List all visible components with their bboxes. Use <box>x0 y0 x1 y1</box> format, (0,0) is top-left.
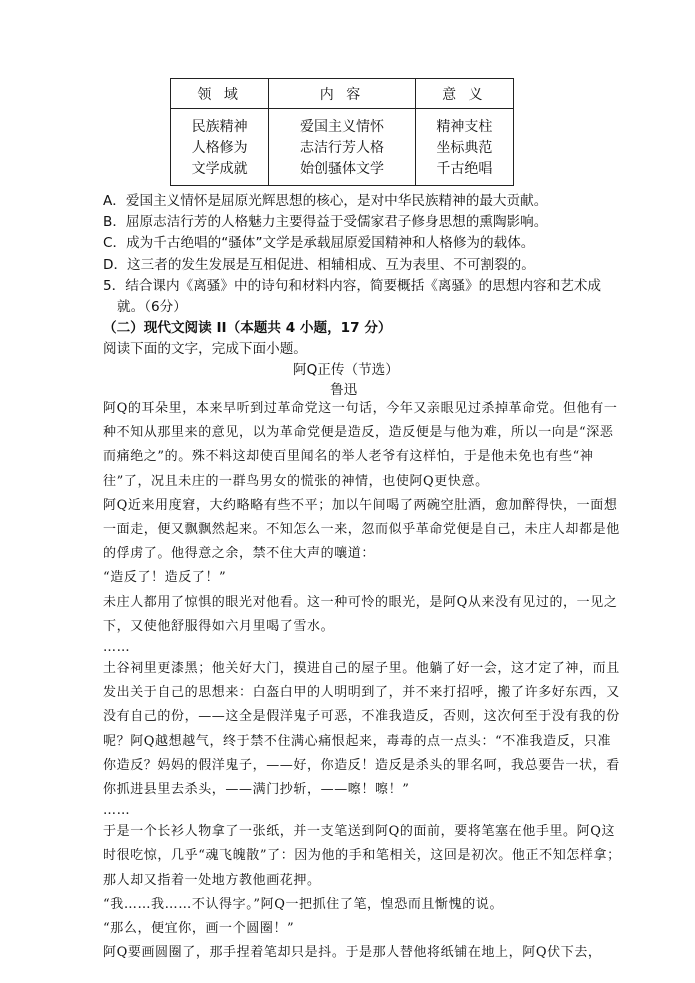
section-heading: （二）现代文阅读 II（本题共 4 小题，17 分） <box>103 320 392 336</box>
article-paragraph: 未庄人都用了惊惧的眼光对他看。这一种可怜的眼光，是阿Q从来没有见过的，一见之下，又使他舒服得如六月里喝了雪水。 <box>103 594 618 634</box>
article-author: 鲁迅 <box>330 382 358 398</box>
table-cell-meaning <box>415 109 513 186</box>
cell-text: 千古绝唱 <box>436 161 493 177</box>
cell-text: 志洁行芳人格 <box>299 140 384 156</box>
cell-text: 人格修为 <box>191 140 248 156</box>
cell-text: 爱国主义情怀 <box>299 119 384 135</box>
article-paragraph: 土谷祠里更漆黑；他关好大门，摸进自己的屋子里。他躺了好一会，这才定了神，而且发出关于自己的思想来：白盔白甲的人明明到了，并不来打招呼，搬了许多好东西，又没有自己的份，——这全是假洋鬼子可恶，不准我造反，否则，这次何至于没有我的份呢？阿Q越想越气，终于禁不住满心痛恨起来，毒毒的点一点头：“不准我造反，只准你造反？妈妈的假洋鬼子，——好，你造反！造反是杀头的罪名呵，我总要告一状，看你抓进县里去杀头，——满门抄斩，——嚓！嚓！” <box>103 661 620 798</box>
domain-table <box>170 78 514 186</box>
cell-text: 坐标典范 <box>436 140 493 156</box>
option-d: D．这三者的发生发展是互相促进、相辅相成、互为表里、不可割裂的。 <box>103 257 535 273</box>
table-cell-content <box>269 109 416 186</box>
article-paragraph: 阿Q要画圆圈了，那手捏着笔却只是抖。于是那人替他将纸铺在地上，阿Q伏下去， <box>103 945 602 961</box>
cell-text: 始创骚体文学 <box>299 161 384 177</box>
article-paragraph: 阿Q的耳朵里，本来早听到过革命党这一句话，今年又亲眼见过杀掉革命党。但他有一种不知从那里来的意见，以为革命党便是造反，造反便是与他为难，所以一向是“深恶而痛绝之”的。殊不料这却使百里闻名的举人老爷有这样怕，于是他未免也有些“神往”了，况且未庄的一群鸟男女的慌张的神情，也使阿Q更快意。 <box>103 401 618 489</box>
ellipsis: …… <box>103 640 131 656</box>
table-header-cell: 内 容 <box>269 79 416 109</box>
table-body-row <box>171 109 514 186</box>
question-5-line1: 5．结合课内《离骚》中的诗句和材料内容，简要概括《离骚》的思想内容和艺术成 <box>103 278 602 294</box>
table-cell-domain <box>171 109 269 186</box>
reading-instruction: 阅读下面的文字，完成下面小题。 <box>103 341 307 357</box>
article-paragraph: “那么，便宜你，画一个圆圈！” <box>103 921 295 937</box>
option-b: B．屈原志洁行芳的人格魅力主要得益于受儒家君子修身思想的熏陶影响。 <box>103 214 548 230</box>
table-header-row <box>171 79 514 109</box>
option-a: A．爱国主义情怀是屈原光辉思想的核心，是对中华民族精神的最大贡献。 <box>103 193 548 209</box>
article-paragraph: 阿Q近来用度窘，大约略略有些不平；加以午间喝了两碗空肚酒，愈加醉得快，一面想一面走，便又飘飘然起来。不知怎么一来，忽而似乎革命党便是自己，未庄人却都是他的俘虏了。他得意之余，禁不住大声的嚷道： <box>103 497 620 562</box>
article-paragraph: 于是一个长衫人物拿了一张纸，并一支笔送到阿Q的面前，要将笔塞在他手里。阿Q这时很吃惊，几乎“魂飞魄散”了：因为他的手和笔相关，这回是初次。他正不知怎样拿；那人却又指着一处地方教他画花押。 <box>103 824 621 888</box>
article-paragraph: “造反了！造反了！” <box>103 570 227 586</box>
article-title: 阿Q正传（节选） <box>293 362 399 378</box>
question-5-line2: 就。（6分） <box>117 299 187 315</box>
table-header-cell: 领 域 <box>171 79 269 109</box>
article-paragraph: “我……我……不认得字。”阿Q一把抓住了笔，惶恐而且惭愧的说。 <box>103 896 504 912</box>
option-c: C．成为千古绝唱的“骚体”文学是承载屈原爱国精神和人格修为的载体。 <box>103 235 535 251</box>
article-body <box>103 397 623 965</box>
ellipsis: …… <box>103 803 131 819</box>
table-header-cell: 意 义 <box>415 79 513 109</box>
cell-text: 民族精神 <box>191 119 248 135</box>
cell-text: 文学成就 <box>191 161 248 177</box>
cell-text: 精神支柱 <box>436 119 493 135</box>
